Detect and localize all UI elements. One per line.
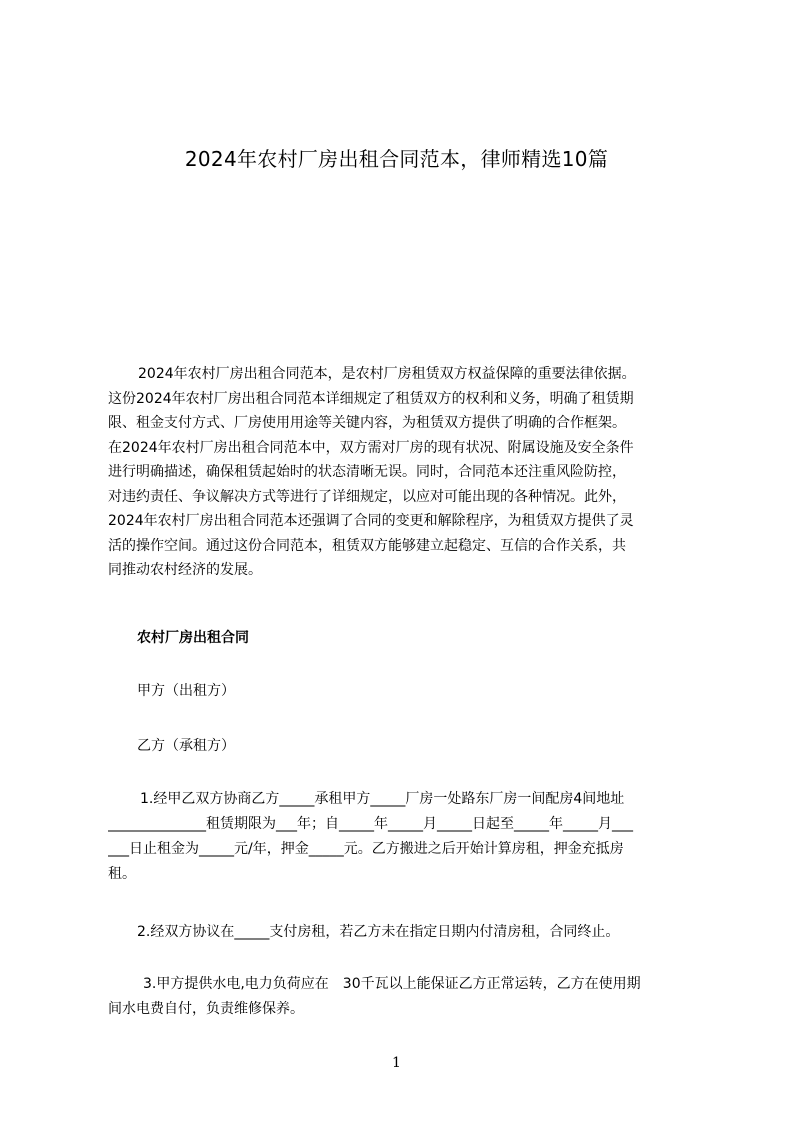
intro-line: 在2024年农村厂房出租合同范本中，双方需对厂房的现有状况、附属设施及安全条件 (108, 439, 634, 456)
intro-line: 进行明确描述，确保租赁起始时的状态清晰无误。同时，合同范本还注重风险防控， (108, 464, 626, 480)
page-number: 1 (392, 1055, 401, 1071)
document-title: 2024年农村厂房出租合同范本，律师精选10篇 (184, 147, 609, 171)
clause-line: 3.甲方提供水电,电力负荷应在 30千瓦以上能保证乙方正常运转，乙方在使用期 (143, 976, 641, 992)
intro-line: 限、租金支付方式、厂房使用用途等关键内容，为租赁双方提供了明确的合作框架。 (108, 415, 626, 431)
contract-heading: 农村厂房出租合同 (137, 630, 249, 646)
clause-line: 租。 (108, 866, 136, 882)
clause-line: 间水电费自付，负责维修保养。 (108, 1001, 304, 1017)
intro-line: 同推动农村经济的发展。 (108, 562, 262, 578)
intro-line: 活的操作空间。通过这份合同范本，租赁双方能够建立起稳定、互信的合作关系，共 (108, 537, 626, 554)
clause-3 (108, 972, 706, 1022)
party-a-label: 甲方（出租方） (137, 683, 235, 699)
party-b-label: 乙方（承租方） (137, 738, 235, 754)
clause-line: 1.经甲乙双方协商乙方_____承租甲方_____厂房一处路东厂房一间配房4间地址 (140, 791, 625, 807)
clause-line: ___日止租金为_____元/年，押金_____元。乙方搬进之后开始计算房租，押金充抵房 (108, 841, 624, 857)
clause-2: 2.经双方协议在_____支付房租，若乙方未在指定日期内付清房租，合同终止。 (137, 924, 620, 940)
clause-line: ______________租赁期限为___年；自_____年_____月_____日起至_____年_____月___ (108, 816, 633, 832)
intro-line: 2024年农村厂房出租合同范本，是农村厂房租赁双方权益保障的重要法律依据。 (138, 366, 636, 382)
intro-paragraph (108, 362, 698, 583)
clause-1 (108, 787, 706, 887)
intro-line: 2024年农村厂房出租合同范本还强调了合同的变更和解除程序，为租赁双方提供了灵 (108, 513, 634, 529)
intro-line: 对违约责任、争议解决方式等进行了详细规定，以应对可能出现的各种情况。此外， (108, 488, 626, 505)
intro-line: 这份2024年农村厂房出租合同范本详细规定了租赁双方的权利和义务，明确了租赁期 (108, 390, 634, 407)
